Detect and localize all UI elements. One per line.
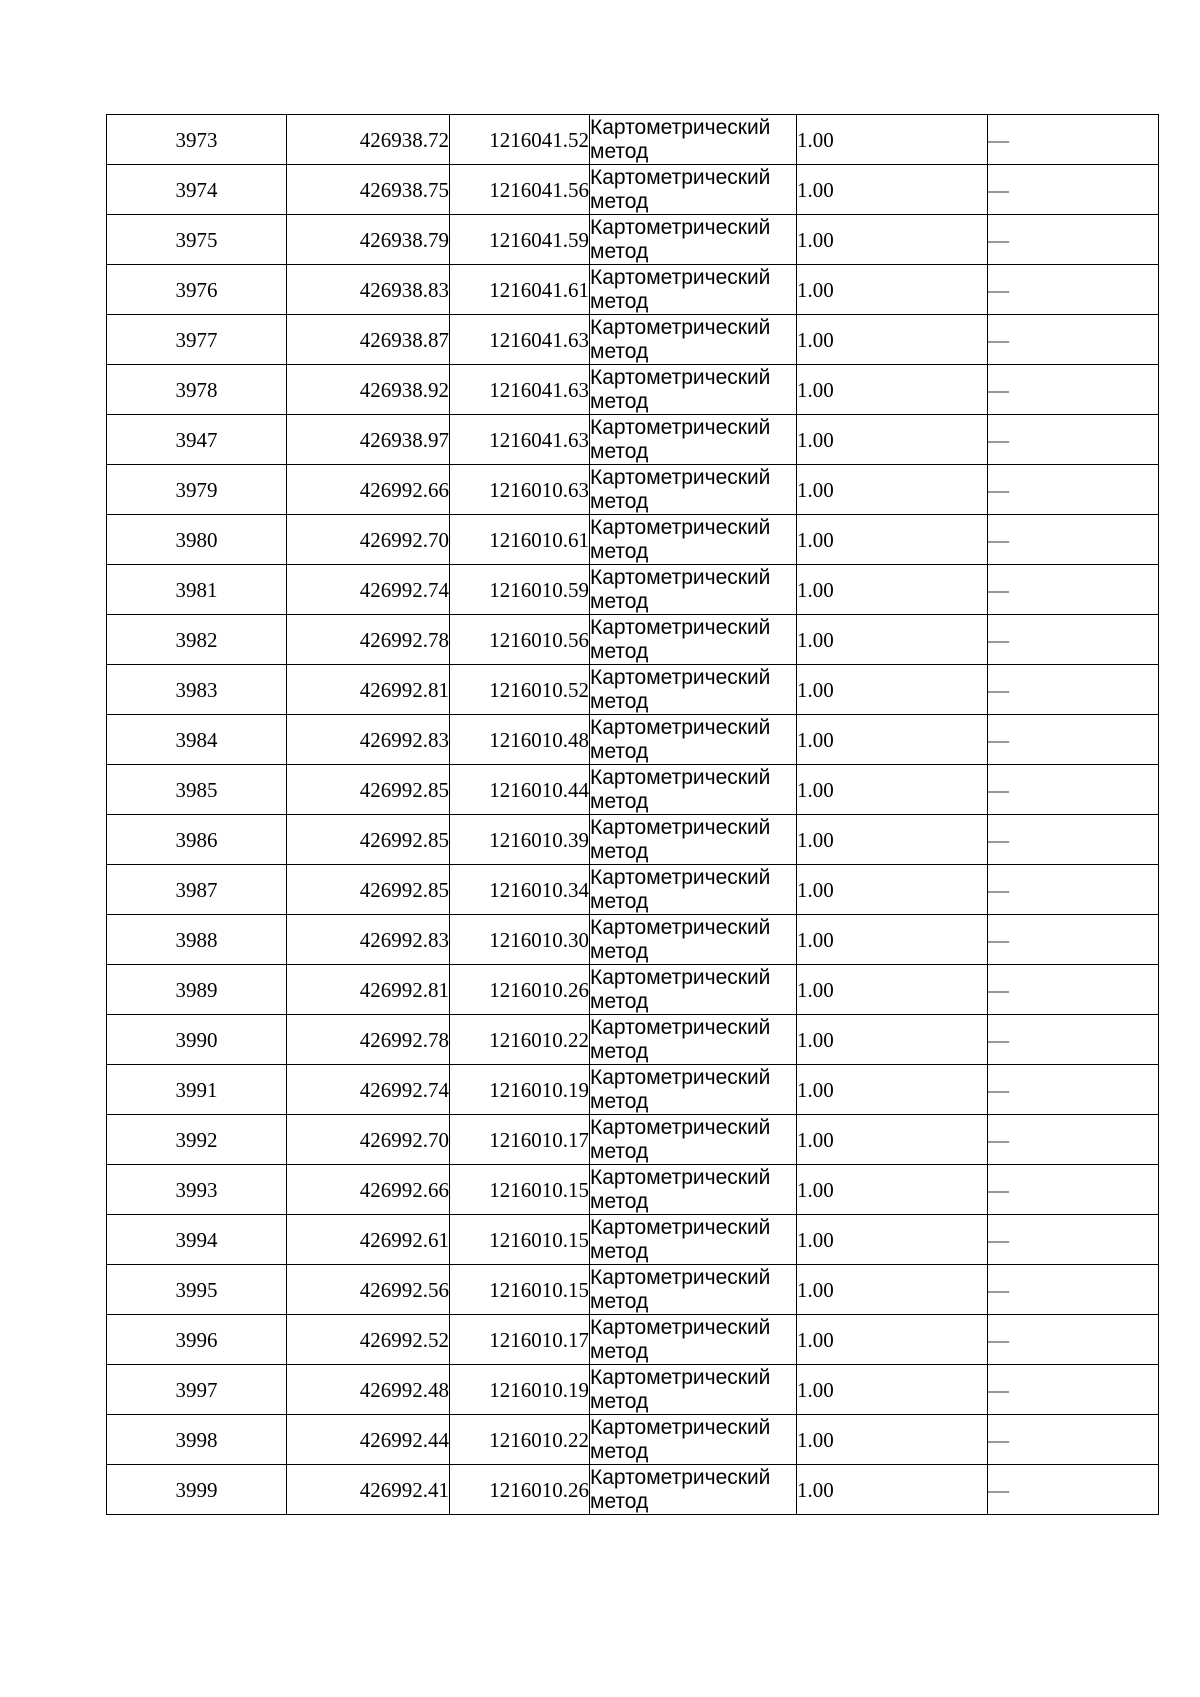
accuracy-cell: 1.00: [797, 965, 988, 1015]
x-coordinate-cell: 426938.75: [287, 165, 450, 215]
coordinates-table: [106, 114, 1159, 1515]
method-cell: [590, 1115, 797, 1165]
accuracy-cell: 1.00: [797, 365, 988, 415]
y-coordinate-cell: 1216041.61: [450, 265, 590, 315]
table-row: [107, 115, 1159, 165]
method-cell: [590, 315, 797, 365]
method-cell: [590, 565, 797, 615]
y-coordinate-cell: 1216041.52: [450, 115, 590, 165]
table-row: [107, 715, 1159, 765]
description-cell: —: [988, 265, 1159, 315]
description-cell: —: [988, 915, 1159, 965]
description-cell: —: [988, 1115, 1159, 1165]
x-coordinate-cell: 426938.87: [287, 315, 450, 365]
point-number-cell: 3994: [107, 1215, 287, 1265]
accuracy-cell: 1.00: [797, 1115, 988, 1165]
point-number-cell: 3999: [107, 1465, 287, 1515]
description-cell: —: [988, 1265, 1159, 1315]
method-cell: [590, 265, 797, 315]
method-cell: [590, 465, 797, 515]
table-row: [107, 315, 1159, 365]
method-cell: [590, 1365, 797, 1415]
method-cell: [590, 765, 797, 815]
method-line2: метод: [590, 839, 649, 863]
point-number-cell: 3989: [107, 965, 287, 1015]
method-line2: метод: [590, 1289, 649, 1313]
accuracy-cell: 1.00: [797, 1465, 988, 1515]
method-line2: метод: [590, 1339, 649, 1363]
y-coordinate-cell: 1216010.17: [450, 1115, 590, 1165]
y-coordinate-cell: 1216010.44: [450, 765, 590, 815]
method-line2: метод: [590, 1039, 649, 1063]
method-line1: Картометрический: [590, 365, 771, 389]
description-cell: —: [988, 215, 1159, 265]
accuracy-cell: 1.00: [797, 1315, 988, 1365]
description-cell: —: [988, 415, 1159, 465]
accuracy-cell: 1.00: [797, 665, 988, 715]
y-coordinate-cell: 1216010.52: [450, 665, 590, 715]
table-row: [107, 1365, 1159, 1415]
accuracy-cell: 1.00: [797, 915, 988, 965]
method-line2: метод: [590, 339, 649, 363]
description-cell: —: [988, 765, 1159, 815]
description-cell: —: [988, 665, 1159, 715]
description-cell: —: [988, 115, 1159, 165]
x-coordinate-cell: 426992.83: [287, 715, 450, 765]
x-coordinate-cell: 426992.70: [287, 515, 450, 565]
point-number-cell: 3983: [107, 665, 287, 715]
description-cell: —: [988, 165, 1159, 215]
method-line1: Картометрический: [590, 1415, 771, 1439]
description-cell: —: [988, 465, 1159, 515]
y-coordinate-cell: 1216010.19: [450, 1365, 590, 1415]
point-number-cell: 3981: [107, 565, 287, 615]
method-cell: [590, 1265, 797, 1315]
x-coordinate-cell: 426992.74: [287, 1065, 450, 1115]
x-coordinate-cell: 426992.78: [287, 615, 450, 665]
method-cell: [590, 665, 797, 715]
y-coordinate-cell: 1216010.61: [450, 515, 590, 565]
point-number-cell: 3991: [107, 1065, 287, 1115]
description-cell: —: [988, 515, 1159, 565]
method-line2: метод: [590, 789, 649, 813]
description-cell: —: [988, 1315, 1159, 1365]
x-coordinate-cell: 426992.83: [287, 915, 450, 965]
accuracy-cell: 1.00: [797, 765, 988, 815]
method-line2: метод: [590, 889, 649, 913]
method-cell: [590, 115, 797, 165]
table-row: [107, 1315, 1159, 1365]
method-cell: [590, 1065, 797, 1115]
method-line2: метод: [590, 1089, 649, 1113]
table-row: [107, 515, 1159, 565]
description-cell: —: [988, 965, 1159, 1015]
method-line2: метод: [590, 939, 649, 963]
table-row: [107, 415, 1159, 465]
table-row: [107, 865, 1159, 915]
point-number-cell: 3984: [107, 715, 287, 765]
table-row: [107, 1215, 1159, 1265]
table-row: [107, 1415, 1159, 1465]
method-line2: метод: [590, 1189, 649, 1213]
accuracy-cell: 1.00: [797, 1015, 988, 1065]
method-line2: метод: [590, 1489, 649, 1513]
method-line1: Картометрический: [590, 415, 771, 439]
accuracy-cell: 1.00: [797, 865, 988, 915]
description-cell: —: [988, 615, 1159, 665]
x-coordinate-cell: 426938.92: [287, 365, 450, 415]
description-cell: —: [988, 1465, 1159, 1515]
y-coordinate-cell: 1216010.22: [450, 1415, 590, 1465]
y-coordinate-cell: 1216010.15: [450, 1165, 590, 1215]
method-line2: метод: [590, 739, 649, 763]
x-coordinate-cell: 426938.72: [287, 115, 450, 165]
method-line2: метод: [590, 439, 649, 463]
accuracy-cell: 1.00: [797, 1215, 988, 1265]
x-coordinate-cell: 426992.74: [287, 565, 450, 615]
method-line1: Картометрический: [590, 315, 771, 339]
accuracy-cell: 1.00: [797, 1415, 988, 1465]
x-coordinate-cell: 426992.85: [287, 765, 450, 815]
point-number-cell: 3973: [107, 115, 287, 165]
y-coordinate-cell: 1216041.63: [450, 415, 590, 465]
description-cell: —: [988, 565, 1159, 615]
method-cell: [590, 1415, 797, 1465]
method-line2: метод: [590, 1139, 649, 1163]
method-line1: Картометрический: [590, 565, 771, 589]
y-coordinate-cell: 1216041.56: [450, 165, 590, 215]
table-row: [107, 1165, 1159, 1215]
accuracy-cell: 1.00: [797, 515, 988, 565]
method-line1: Картометрический: [590, 765, 771, 789]
point-number-cell: 3997: [107, 1365, 287, 1415]
point-number-cell: 3977: [107, 315, 287, 365]
y-coordinate-cell: 1216010.56: [450, 615, 590, 665]
point-number-cell: 3975: [107, 215, 287, 265]
point-number-cell: 3976: [107, 265, 287, 315]
method-cell: [590, 715, 797, 765]
method-line1: Картометрический: [590, 1115, 771, 1139]
table-row: [107, 365, 1159, 415]
method-line2: метод: [590, 639, 649, 663]
table-row: [107, 765, 1159, 815]
method-cell: [590, 1215, 797, 1265]
description-cell: —: [988, 815, 1159, 865]
method-line1: Картометрический: [590, 1015, 771, 1039]
x-coordinate-cell: 426938.83: [287, 265, 450, 315]
table-row: [107, 465, 1159, 515]
method-line2: метод: [590, 1239, 649, 1263]
x-coordinate-cell: 426992.81: [287, 665, 450, 715]
table-row: [107, 165, 1159, 215]
description-cell: —: [988, 1165, 1159, 1215]
accuracy-cell: 1.00: [797, 1265, 988, 1315]
method-cell: [590, 1015, 797, 1065]
method-cell: [590, 415, 797, 465]
point-number-cell: 3992: [107, 1115, 287, 1165]
y-coordinate-cell: 1216010.26: [450, 1465, 590, 1515]
accuracy-cell: 1.00: [797, 115, 988, 165]
method-line2: метод: [590, 239, 649, 263]
table-row: [107, 815, 1159, 865]
point-number-cell: 3993: [107, 1165, 287, 1215]
method-line1: Картометрический: [590, 615, 771, 639]
x-coordinate-cell: 426992.85: [287, 865, 450, 915]
point-number-cell: 3979: [107, 465, 287, 515]
y-coordinate-cell: 1216041.63: [450, 315, 590, 365]
x-coordinate-cell: 426992.66: [287, 1165, 450, 1215]
method-cell: [590, 865, 797, 915]
table-row: [107, 215, 1159, 265]
y-coordinate-cell: 1216010.15: [450, 1265, 590, 1315]
method-line1: Картометрический: [590, 1215, 771, 1239]
method-line2: метод: [590, 489, 649, 513]
method-line1: Картометрический: [590, 215, 771, 239]
method-line2: метод: [590, 589, 649, 613]
table-row: [107, 1265, 1159, 1315]
method-line2: метод: [590, 989, 649, 1013]
method-line1: Картометрический: [590, 915, 771, 939]
table-row: [107, 1465, 1159, 1515]
method-cell: [590, 615, 797, 665]
method-cell: [590, 165, 797, 215]
table-row: [107, 1065, 1159, 1115]
x-coordinate-cell: 426992.81: [287, 965, 450, 1015]
method-line2: метод: [590, 1439, 649, 1463]
method-line1: Картометрический: [590, 865, 771, 889]
method-line1: Картометрический: [590, 965, 771, 989]
accuracy-cell: 1.00: [797, 565, 988, 615]
y-coordinate-cell: 1216010.48: [450, 715, 590, 765]
method-line1: Картометрический: [590, 1465, 771, 1489]
point-number-cell: 3947: [107, 415, 287, 465]
method-cell: [590, 365, 797, 415]
description-cell: —: [988, 1065, 1159, 1115]
point-number-cell: 3998: [107, 1415, 287, 1465]
point-number-cell: 3982: [107, 615, 287, 665]
accuracy-cell: 1.00: [797, 415, 988, 465]
x-coordinate-cell: 426992.56: [287, 1265, 450, 1315]
y-coordinate-cell: 1216010.39: [450, 815, 590, 865]
description-cell: —: [988, 715, 1159, 765]
y-coordinate-cell: 1216010.17: [450, 1315, 590, 1365]
table-row: [107, 615, 1159, 665]
y-coordinate-cell: 1216010.15: [450, 1215, 590, 1265]
method-line1: Картометрический: [590, 715, 771, 739]
x-coordinate-cell: 426992.66: [287, 465, 450, 515]
method-line1: Картометрический: [590, 665, 771, 689]
accuracy-cell: 1.00: [797, 465, 988, 515]
accuracy-cell: 1.00: [797, 615, 988, 665]
method-line1: Картометрический: [590, 815, 771, 839]
x-coordinate-cell: 426992.48: [287, 1365, 450, 1415]
method-line1: Картометрический: [590, 1365, 771, 1389]
y-coordinate-cell: 1216010.26: [450, 965, 590, 1015]
accuracy-cell: 1.00: [797, 265, 988, 315]
description-cell: —: [988, 1215, 1159, 1265]
description-cell: —: [988, 1365, 1159, 1415]
table-row: [107, 265, 1159, 315]
method-cell: [590, 1465, 797, 1515]
x-coordinate-cell: 426938.79: [287, 215, 450, 265]
description-cell: —: [988, 365, 1159, 415]
method-line2: метод: [590, 139, 649, 163]
y-coordinate-cell: 1216010.63: [450, 465, 590, 515]
accuracy-cell: 1.00: [797, 1165, 988, 1215]
y-coordinate-cell: 1216010.34: [450, 865, 590, 915]
method-line1: Картометрический: [590, 1065, 771, 1089]
point-number-cell: 3988: [107, 915, 287, 965]
x-coordinate-cell: 426992.41: [287, 1465, 450, 1515]
accuracy-cell: 1.00: [797, 215, 988, 265]
method-cell: [590, 515, 797, 565]
accuracy-cell: 1.00: [797, 815, 988, 865]
description-cell: —: [988, 865, 1159, 915]
point-number-cell: 3985: [107, 765, 287, 815]
point-number-cell: 3987: [107, 865, 287, 915]
description-cell: —: [988, 315, 1159, 365]
accuracy-cell: 1.00: [797, 715, 988, 765]
method-line1: Картометрический: [590, 165, 771, 189]
method-cell: [590, 1165, 797, 1215]
y-coordinate-cell: 1216041.63: [450, 365, 590, 415]
table-row: [107, 1115, 1159, 1165]
point-number-cell: 3974: [107, 165, 287, 215]
method-line2: метод: [590, 289, 649, 313]
table-row: [107, 965, 1159, 1015]
y-coordinate-cell: 1216010.19: [450, 1065, 590, 1115]
y-coordinate-cell: 1216041.59: [450, 215, 590, 265]
x-coordinate-cell: 426992.85: [287, 815, 450, 865]
method-cell: [590, 915, 797, 965]
method-cell: [590, 1315, 797, 1365]
x-coordinate-cell: 426992.70: [287, 1115, 450, 1165]
y-coordinate-cell: 1216010.30: [450, 915, 590, 965]
method-cell: [590, 215, 797, 265]
method-line2: метод: [590, 189, 649, 213]
accuracy-cell: 1.00: [797, 315, 988, 365]
table-row: [107, 915, 1159, 965]
method-line1: Картометрический: [590, 515, 771, 539]
point-number-cell: 3995: [107, 1265, 287, 1315]
description-cell: —: [988, 1015, 1159, 1065]
x-coordinate-cell: 426992.78: [287, 1015, 450, 1065]
x-coordinate-cell: 426992.61: [287, 1215, 450, 1265]
x-coordinate-cell: 426992.52: [287, 1315, 450, 1365]
method-line1: Картометрический: [590, 1315, 771, 1339]
method-cell: [590, 965, 797, 1015]
x-coordinate-cell: 426992.44: [287, 1415, 450, 1465]
method-line1: Картометрический: [590, 265, 771, 289]
method-line1: Картометрический: [590, 115, 771, 139]
method-line2: метод: [590, 389, 649, 413]
method-line2: метод: [590, 539, 649, 563]
table-row: [107, 665, 1159, 715]
accuracy-cell: 1.00: [797, 1065, 988, 1115]
table-body: [107, 115, 1159, 1515]
table-row: [107, 1015, 1159, 1065]
method-line1: Картометрический: [590, 1265, 771, 1289]
method-line2: метод: [590, 689, 649, 713]
point-number-cell: 3986: [107, 815, 287, 865]
x-coordinate-cell: 426938.97: [287, 415, 450, 465]
accuracy-cell: 1.00: [797, 1365, 988, 1415]
method-line2: метод: [590, 1389, 649, 1413]
point-number-cell: 3990: [107, 1015, 287, 1065]
y-coordinate-cell: 1216010.59: [450, 565, 590, 615]
method-cell: [590, 815, 797, 865]
table-row: [107, 565, 1159, 615]
point-number-cell: 3996: [107, 1315, 287, 1365]
y-coordinate-cell: 1216010.22: [450, 1015, 590, 1065]
method-line1: Картометрический: [590, 1165, 771, 1189]
description-cell: —: [988, 1415, 1159, 1465]
accuracy-cell: 1.00: [797, 165, 988, 215]
method-line1: Картометрический: [590, 465, 771, 489]
point-number-cell: 3978: [107, 365, 287, 415]
point-number-cell: 3980: [107, 515, 287, 565]
